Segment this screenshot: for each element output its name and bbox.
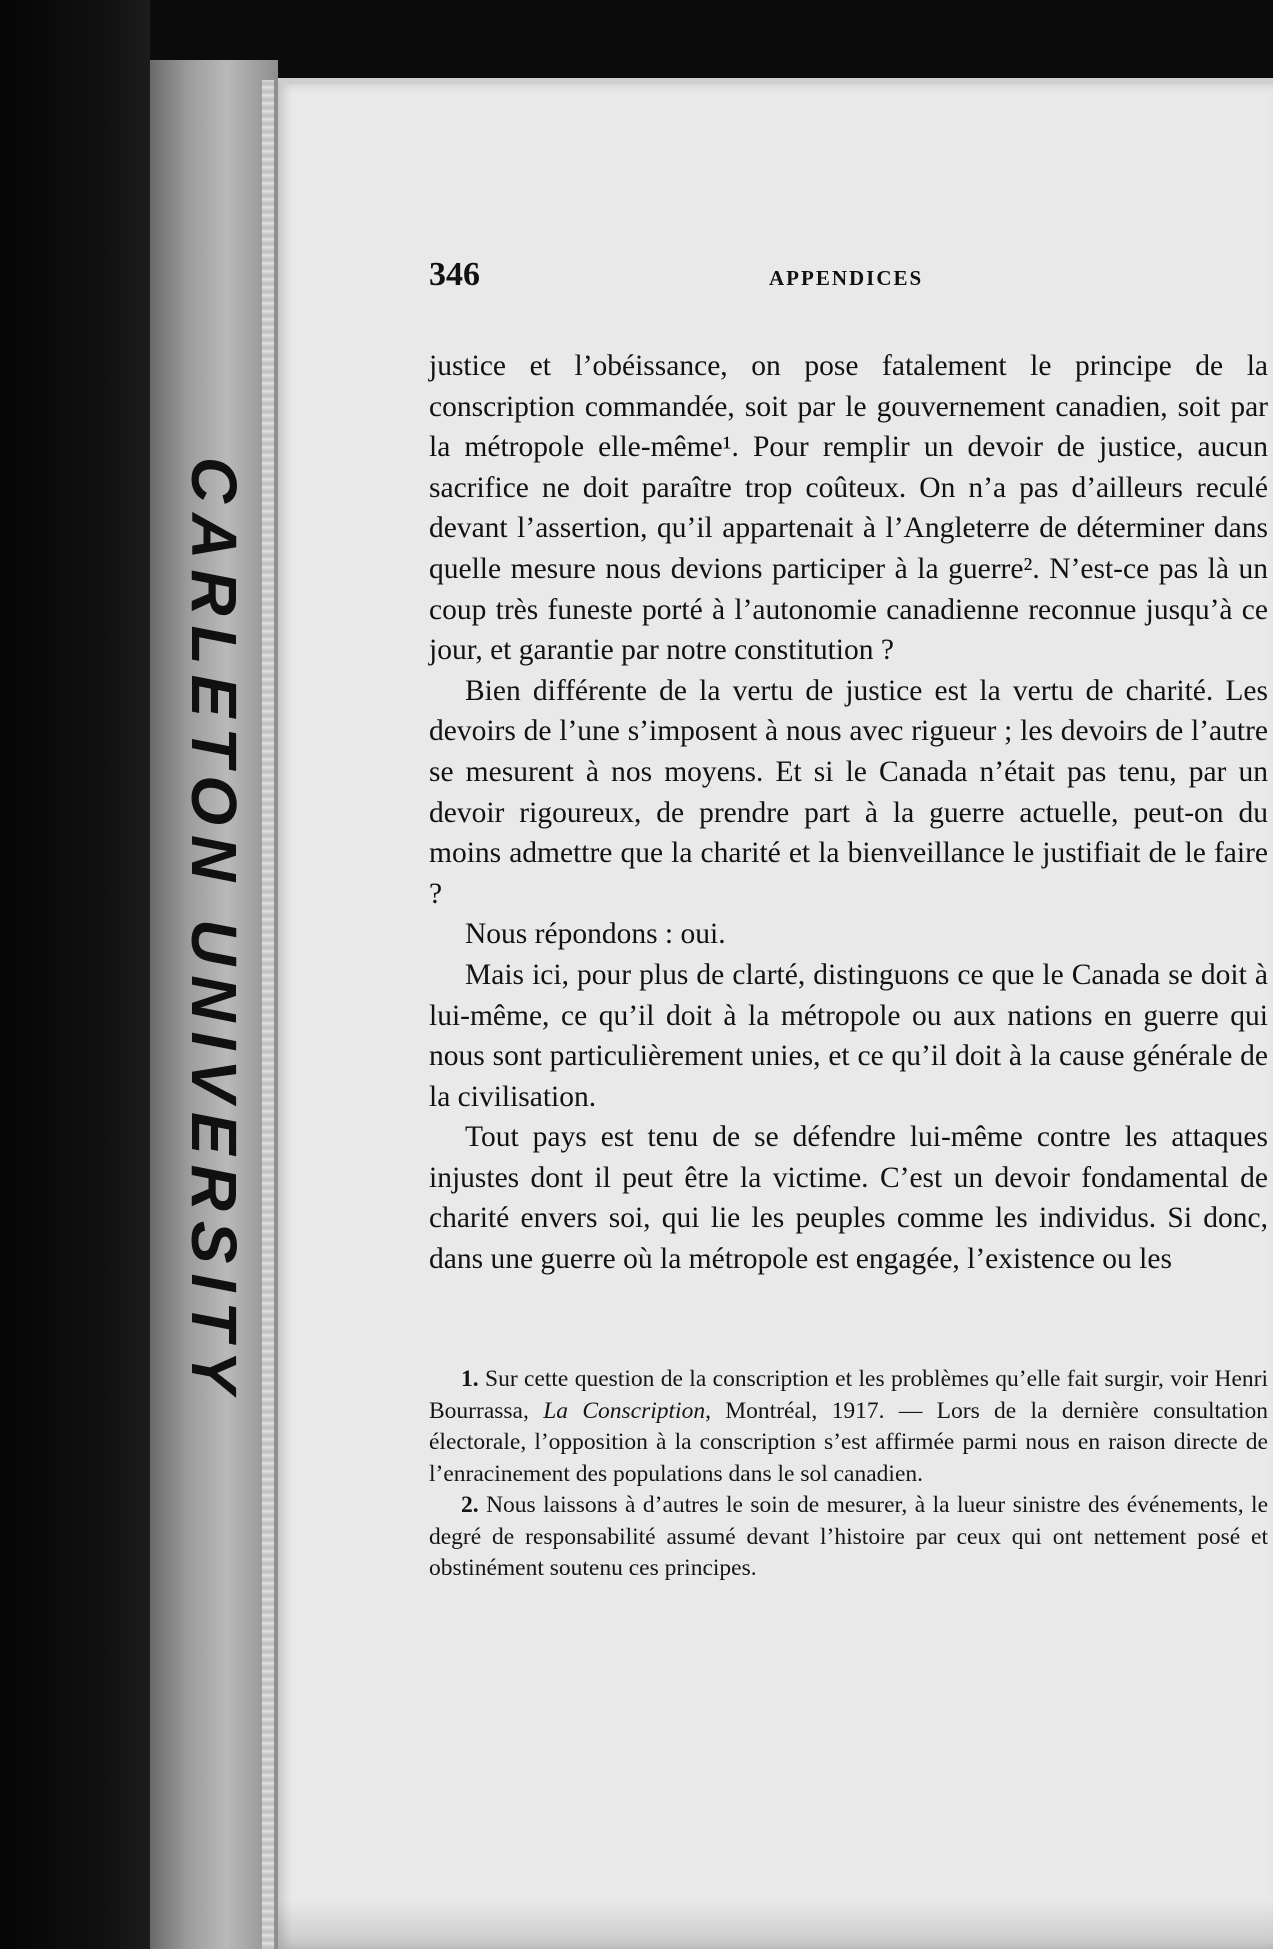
footnote-text: , Montréal, 1917. — Lors de la dernière consultation électorale, l’opposition à la conscription s’est affirmée parmi nous en raison directe de l’enracinement des populations dans le sol canadien. bbox=[429, 1397, 1269, 1487]
running-head: APPENDICES bbox=[769, 266, 924, 290]
spine-label-text: CARLETON UNIVERSITY bbox=[178, 456, 250, 1404]
page-bottom-shadow bbox=[278, 1900, 1273, 1949]
body-text bbox=[429, 346, 1268, 1280]
scan-background bbox=[0, 0, 150, 1949]
paragraph: Bien différente de la vertu de justice est la vertu de charité. Les devoirs de l’une s’imposent à nous avec rigueur ; les devoirs de l’autre se mesurent à nos moyens. Et si le Canada n’était pas tenu, par un devoir rigoureux, de prendre part à la guerre actuelle, peut-on du moins admettre que la charité et la bienveillance le justifiait de le faire ? bbox=[429, 674, 1268, 910]
footnotes bbox=[429, 1364, 1268, 1585]
footnote-text: Sur cette question de la conscription et les problèmes qu’elle fait surgir, voir Henri Bourrassa, bbox=[429, 1366, 1268, 1424]
paragraph: justice et l’obéissance, on pose fatalement le principe de la conscription commandée, soit par le gouvernement canadien, soit par la métropole elle-même¹. Pour remplir un devoir de justice, aucun sacrifice ne doit paraître trop coûteux. On n’a pas d’ailleurs reculé devant l’assertion, qu’il appartenait à l’Angleterre de déterminer dans quelle mesure nous devions participer à la guerre². N’est-ce pas là un coup très funeste porté à l’autonomie canadienne reconnue jusqu’à ce jour, et garantie par notre constitution ? bbox=[429, 350, 1268, 667]
footnote-1 bbox=[429, 1364, 1268, 1490]
spine-label bbox=[150, 320, 278, 1540]
paragraph: Mais ici, pour plus de clarté, distinguons ce que le Canada se doit à lui-même, ce qu’il doit à la métropole ou aux nations en guerre qui nous sont particulièrement unies, et ce qu’il doit à la cause générale de la civilisation. bbox=[429, 958, 1268, 1113]
footnote-text: Nous laissons à d’autres le soin de mesurer, à la lueur sinistre des événements, le degré de responsabilité assumé devant l’histoire par ceux qui ont nettement posé et obstinément soutenu ces principes. bbox=[429, 1492, 1268, 1581]
footnote-number: 2. bbox=[461, 1492, 479, 1518]
footnote-number: 1. bbox=[461, 1366, 479, 1392]
paragraph: Nous répondons : oui. bbox=[465, 918, 726, 951]
page-header bbox=[429, 256, 1269, 296]
footnote-2 bbox=[429, 1490, 1268, 1585]
page-number: 346 bbox=[429, 256, 480, 293]
paragraph: Tout pays est tenu de se défendre lui-même contre les attaques injustes dont il peut être la victime. C’est un devoir fondamental de charité envers soi, qui lie les peuples comme les individus. Si donc, dans une guerre où la métropole est engagée, l’existence ou les bbox=[429, 1121, 1268, 1276]
cited-title: La Conscription bbox=[543, 1397, 706, 1424]
